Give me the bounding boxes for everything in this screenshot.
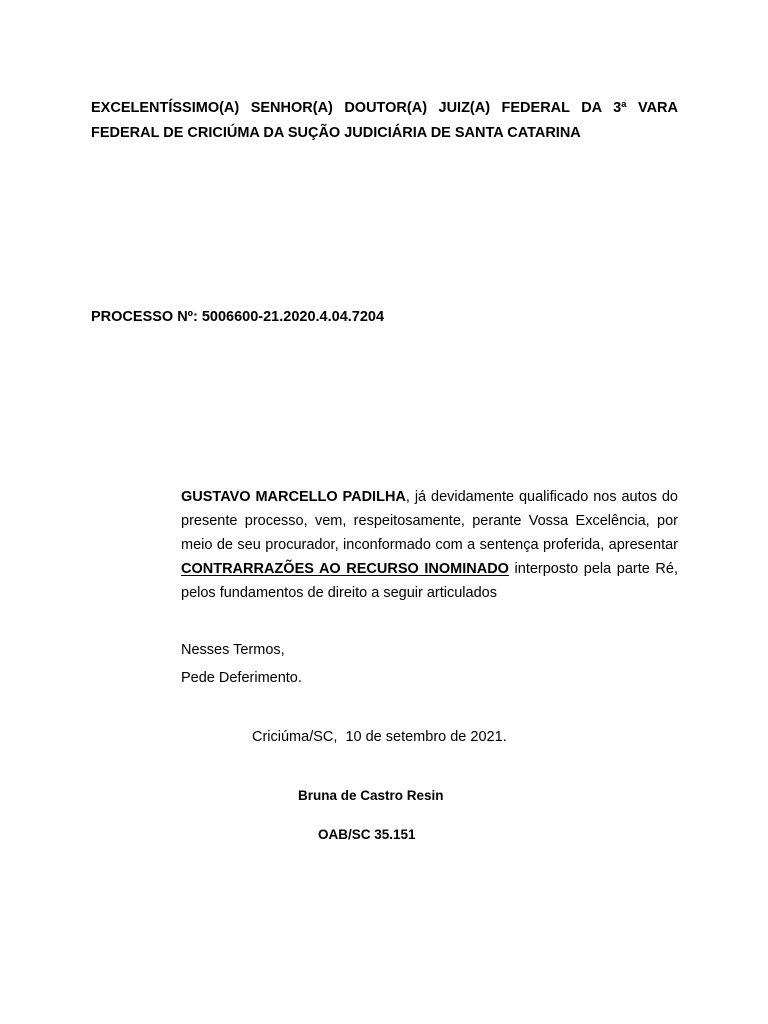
document-type-highlight: CONTRARRAZÕES AO RECURSO INOMINADO xyxy=(181,561,509,577)
party-name: GUSTAVO MARCELLO PADILHA xyxy=(181,489,406,505)
heading-line-2: FEDERAL DE CRICIÚMA DA SUÇÃO JUDICIÁRIA DE SANTA CATARINA xyxy=(91,125,581,141)
heading-line-1: EXCELENTÍSSIMO(A) SENHOR(A) DOUTOR(A) JUIZ(A) FEDERAL DA 3ª VARA xyxy=(91,100,678,116)
closing-line-1: Nesses Termos, xyxy=(181,642,285,658)
process-number: PROCESSO Nº: 5006600-21.2020.4.04.7204 xyxy=(91,309,385,325)
signer-name: Bruna de Castro Resin xyxy=(298,788,444,803)
signer-oab: OAB/SC 35.151 xyxy=(318,827,416,842)
place-and-date: Criciúma/SC, 10 de setembro de 2021. xyxy=(252,729,507,745)
document-heading xyxy=(91,96,678,146)
closing-line-2: Pede Deferimento. xyxy=(181,670,302,686)
paragraph-text-b: interposto pela parte Ré, pelos fundamentos de direito a seguir articulados xyxy=(181,561,678,601)
petition-paragraph xyxy=(181,485,678,605)
paragraph-text-a: , já devidamente qualificado nos autos do presente processo, vem, respeitosamente, perante Vossa Excelência, por meio de seu procurador, inconformado com a sentença proferida, apresentar xyxy=(181,489,678,553)
